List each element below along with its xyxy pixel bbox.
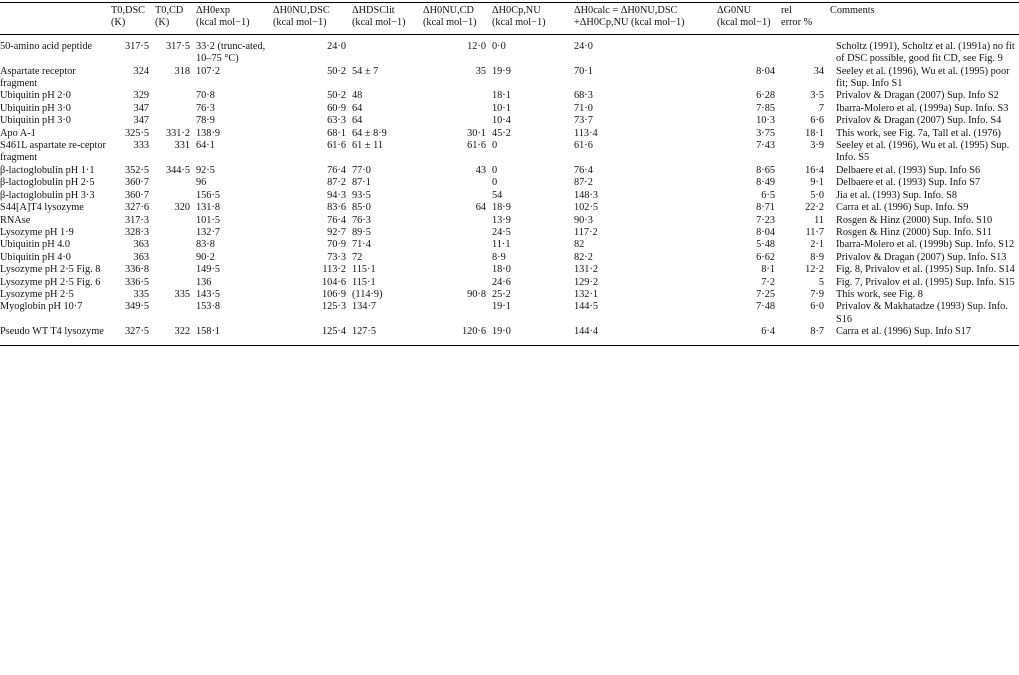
row-label: Lysozyme pH 2·5 <box>0 288 74 300</box>
cell-t-dsc: 328·3 <box>124 226 149 238</box>
cell-g-nu: 8·04 <box>756 65 775 77</box>
table-row <box>0 34 1019 65</box>
cell-h-lit: 115·1 <box>352 276 376 288</box>
cell-h-lit: 115·1 <box>352 264 376 276</box>
cell-h-cp: 11·1 <box>492 239 511 251</box>
cell-h-calc: 73·7 <box>574 115 593 127</box>
cell-h-cp: 18·9 <box>492 202 511 214</box>
cell-h-nu-dsc: 76·4 <box>327 214 346 226</box>
cell-t-dsc: 329 <box>133 90 149 102</box>
cell-h-nu-dsc: 50·2 <box>327 65 346 77</box>
cell-h-calc: 90·3 <box>574 214 593 226</box>
cell-h-exp: 156·5 <box>196 189 221 201</box>
cell-t-cd: 318 <box>174 65 190 77</box>
cell-h-nu-cd <box>423 177 492 189</box>
cell-rel: 8·7 <box>810 326 824 338</box>
cell-h-nu-dsc: 73·3 <box>327 251 346 263</box>
cell-g-nu: 7·2 <box>761 276 775 288</box>
cell-h-calc: 61·6 <box>574 140 593 152</box>
row-comment: Ibarra-Molero et al. (1999a) Sup. Info. S3 <box>836 102 1009 114</box>
cell-h-exp: 96 <box>196 177 207 189</box>
table-row <box>0 115 1019 127</box>
row-label: β-lactoglobulin pH 1·1 <box>0 164 95 176</box>
cell-t-cd: 331 <box>174 140 190 152</box>
cell-h-cp: 10·1 <box>492 102 511 114</box>
row-label: Ubiquitin pH 4.0 <box>0 239 71 251</box>
row-comment: This work, see Fig. 8 <box>836 288 923 300</box>
cell-t-cd <box>155 227 196 239</box>
row-comment: Rosgen & Hinz (2000) Sup. Info. S10 <box>836 214 993 226</box>
cell-h-exp: 136 <box>196 276 212 288</box>
cell-t-dsc: 324 <box>133 65 149 77</box>
cell-h-exp: 70·8 <box>196 90 215 102</box>
cell-h-lit <box>352 34 423 65</box>
cell-h-nu-cd <box>423 103 492 115</box>
cell-t-cd <box>155 90 196 102</box>
cell-h-nu-cd <box>423 239 492 251</box>
cell-t-cd: 331·2 <box>165 127 190 139</box>
cell-h-lit: 77·0 <box>352 164 371 176</box>
row-comment: Fig. 7, Privalov et al. (1995) Sup. Info. S15 <box>836 276 1015 288</box>
cell-h-cp: 0·0 <box>492 40 506 52</box>
cell-t-cd: 317·5 <box>165 40 190 52</box>
table-row <box>0 177 1019 189</box>
cell-h-lit: 54 ± 7 <box>352 65 379 77</box>
table-row <box>0 165 1019 177</box>
row-comment: Rosgen & Hinz (2000) Sup. Info. S11 <box>836 226 992 238</box>
cell-h-calc: 82 <box>574 239 585 251</box>
cell-t-cd: 320 <box>174 202 190 214</box>
cell-rel: 18·1 <box>805 127 824 139</box>
cell-h-lit: 85·0 <box>352 202 371 214</box>
cell-h-nu-cd <box>423 90 492 102</box>
row-label: Aspartate receptor fragment <box>0 65 76 90</box>
cell-h-cp: 0 <box>492 140 498 152</box>
cell-rel: 5·0 <box>810 189 824 201</box>
table-row <box>0 128 1019 140</box>
cell-h-nu-dsc: 60·9 <box>327 102 346 114</box>
cell-rel: 7 <box>818 102 824 114</box>
row-label: Ubiquitin pH 3·0 <box>0 102 71 114</box>
row-label: Lysozyme pH 2·5 Fig. 6 <box>0 276 101 288</box>
cell-h-nu-dsc: 76·4 <box>327 164 346 176</box>
cell-h-nu-dsc: 94·3 <box>327 189 346 201</box>
row-comment: Scholtz (1991), Scholtz et al. (1991a) no fit of DSC possible, good fit CD, see Fig. 9 <box>836 40 1015 65</box>
cell-h-calc: 129·2 <box>574 276 599 288</box>
cell-t-dsc: 335 <box>133 288 149 300</box>
cell-h-exp: 143·5 <box>196 288 221 300</box>
cell-h-calc: 68·3 <box>574 90 593 102</box>
cell-h-nu-dsc: 24·0 <box>327 40 346 52</box>
cell-g-nu: 6·4 <box>761 326 775 338</box>
cell-h-lit: 127·5 <box>352 326 377 338</box>
cell-h-calc: 131·2 <box>574 264 599 276</box>
row-comment: Jia et al. (1993) Sup. Info. S8 <box>836 189 957 201</box>
row-comment: Seeley et al. (1996), Wu et al. (1995) Sup. Info. S5 <box>836 140 1010 164</box>
cell-g-nu: 8·71 <box>756 202 775 214</box>
header-cell: ΔH0Cp,NU (kcal mol−1) <box>492 5 546 29</box>
cell-h-exp: 107·2 <box>196 65 221 77</box>
cell-g-nu: 6·5 <box>761 189 775 201</box>
cell-h-nu-cd <box>423 190 492 202</box>
header-cell: ΔH0NU,DSC (kcal mol−1) <box>273 5 330 29</box>
cell-t-dsc: 317·5 <box>124 40 149 52</box>
cell-h-nu-cd: 120·6 <box>461 326 486 338</box>
table-row <box>0 90 1019 102</box>
row-label: Pseudo WT T4 lysozyme <box>0 326 104 338</box>
row-label: RNAse <box>0 214 31 226</box>
cell-t-cd <box>155 115 196 127</box>
table-row <box>0 264 1019 276</box>
cell-g-nu: 8·1 <box>761 264 775 276</box>
cell-g-nu: 6·28 <box>756 90 775 102</box>
cell-h-cp: 24·6 <box>492 276 511 288</box>
cell-h-nu-dsc: 61·6 <box>327 140 346 152</box>
cell-h-nu-cd <box>423 215 492 227</box>
cell-h-calc: 24·0 <box>574 40 593 52</box>
row-comment: Privalov & Dragan (2007) Sup. Info. S13 <box>836 251 1007 263</box>
cell-h-exp: 76·3 <box>196 102 215 114</box>
cell-g-nu: 8·04 <box>756 226 775 238</box>
table-row <box>0 326 1019 345</box>
cell-rel: 22·2 <box>805 202 824 214</box>
cell-g-nu: 7·43 <box>756 140 775 152</box>
row-label: S44[A]T4 lysozyme <box>0 202 84 214</box>
cell-rel: 5 <box>818 276 824 288</box>
table-row <box>0 190 1019 202</box>
cell-h-exp: 101·5 <box>196 214 221 226</box>
cell-h-nu-cd: 30·1 <box>467 127 486 139</box>
cell-h-nu-dsc: 50·2 <box>327 90 346 102</box>
cell-h-lit: 71·4 <box>352 239 371 251</box>
row-label: 50-amino acid peptide <box>0 40 93 52</box>
row-comment: Carra et al. (1996) Sup. Info. S9 <box>836 202 969 214</box>
table-row <box>0 252 1019 264</box>
cell-h-calc: 132·1 <box>574 288 599 300</box>
table-row <box>0 239 1019 251</box>
cell-h-nu-dsc: 92·7 <box>327 226 346 238</box>
cell-h-lit: 64 ± 8·9 <box>352 127 387 139</box>
cell-h-exp: 90·2 <box>196 251 215 263</box>
header-cell: ΔH0NU,CD (kcal mol−1) <box>423 5 477 29</box>
row-label: Ubiquitin pH 3·0 <box>0 115 71 127</box>
table-row <box>0 227 1019 239</box>
cell-h-nu-cd <box>423 115 492 127</box>
cell-h-exp: 64·1 <box>196 140 215 152</box>
cell-h-lit: 64 <box>352 115 363 127</box>
cell-h-nu-cd: 64 <box>475 202 486 214</box>
cell-t-cd <box>155 277 196 289</box>
header-cell: Comments <box>830 5 875 16</box>
cell-rel: 34 <box>813 65 824 77</box>
cell-h-calc: 70·1 <box>574 65 593 77</box>
cell-rel: 11·7 <box>805 226 824 238</box>
row-label: Lysozyme pH 1·9 <box>0 226 74 238</box>
cell-h-nu-cd: 35 <box>475 65 486 77</box>
cell-t-cd: 335 <box>174 288 190 300</box>
table-row <box>0 103 1019 115</box>
cell-h-nu-dsc: 63·3 <box>327 115 346 127</box>
cell-g-nu: 3·75 <box>756 127 775 139</box>
table-row <box>0 140 1019 165</box>
cell-t-dsc: 349·5 <box>124 301 149 313</box>
cell-rel: 3·9 <box>810 140 824 152</box>
cell-g-nu: 7·48 <box>756 301 775 313</box>
cell-h-exp: 92·5 <box>196 164 215 176</box>
cell-h-exp: 78·9 <box>196 115 215 127</box>
cell-t-cd <box>155 252 196 264</box>
cell-rel <box>781 34 830 65</box>
cell-h-calc: 87·2 <box>574 177 593 189</box>
table-row <box>0 215 1019 227</box>
cell-h-cp: 24·5 <box>492 226 511 238</box>
header-cell: T0,CD (K) <box>155 5 184 29</box>
cell-h-lit: 89·5 <box>352 226 371 238</box>
cell-t-dsc: 325·5 <box>124 127 149 139</box>
cell-rel: 7·9 <box>810 288 824 300</box>
cell-h-lit: 76·3 <box>352 214 371 226</box>
cell-h-cp: 25·2 <box>492 288 511 300</box>
cell-t-dsc: 336·5 <box>124 276 149 288</box>
header-cell: ΔH0calc = ΔH0NU,DSC +ΔH0Cp,NU (kcal mol−1) <box>574 5 685 29</box>
cell-rel: 6·6 <box>810 115 824 127</box>
row-comment: Carra et al. (1996) Sup. Info S17 <box>836 326 971 338</box>
cell-h-cp: 19·0 <box>492 326 511 338</box>
cell-h-exp: 149·5 <box>196 264 221 276</box>
row-comment: Delbaere et al. (1993) Sup. Info S7 <box>836 177 981 189</box>
header-cell: T0,DSC (K) <box>111 5 146 29</box>
cell-h-exp: 153·8 <box>196 301 221 313</box>
cell-g-nu <box>717 34 781 65</box>
cell-g-nu: 7·23 <box>756 214 775 226</box>
cell-h-cp: 0 <box>492 164 498 176</box>
row-comment: Seeley et al. (1996), Wu et al. (1995) poor fit; Sup. Info S1 <box>836 65 1010 90</box>
cell-t-dsc: 352·5 <box>124 164 149 176</box>
cell-h-exp: 33·2 (trunc-ated, 10–75 °C) <box>196 40 266 65</box>
cell-t-dsc: 317·3 <box>124 214 149 226</box>
header-cell: ΔHDSClit (kcal mol−1) <box>352 5 406 29</box>
cell-h-cp: 18·0 <box>492 264 511 276</box>
cell-t-cd <box>155 177 196 189</box>
table-row <box>0 289 1019 301</box>
cell-g-nu: 10·3 <box>756 115 775 127</box>
row-label: Ubiquitin pH 2·0 <box>0 90 71 102</box>
cell-t-cd <box>155 215 196 227</box>
row-comment: Privalov & Makhatadze (1993) Sup. Info. S16 <box>836 301 1008 325</box>
cell-g-nu: 6·62 <box>756 251 775 263</box>
cell-h-exp: 83·8 <box>196 239 215 251</box>
cell-h-cp: 0 <box>492 177 498 189</box>
row-comment: Fig. 8, Privalov et al. (1995) Sup. Info. S14 <box>836 264 1015 276</box>
cell-h-lit: 134·7 <box>352 301 377 313</box>
cell-rel: 11 <box>814 214 824 226</box>
cell-h-cp: 13·9 <box>492 214 511 226</box>
cell-t-dsc: 360·7 <box>124 189 149 201</box>
cell-h-calc: 82·2 <box>574 251 593 263</box>
cell-rel: 6·0 <box>810 301 824 313</box>
cell-h-nu-dsc: 68·1 <box>327 127 346 139</box>
cell-h-cp: 54 <box>492 189 503 201</box>
cell-h-lit: 93·5 <box>352 189 371 201</box>
row-label: S461L aspartate re-ceptor fragment <box>0 140 106 164</box>
cell-h-cp: 45·2 <box>492 127 511 139</box>
cell-h-calc: 113·4 <box>574 127 598 139</box>
cell-h-nu-cd <box>423 252 492 264</box>
cell-h-nu-dsc: 125·4 <box>321 326 346 338</box>
cell-h-calc: 148·3 <box>574 189 599 201</box>
cell-h-nu-cd: 90·8 <box>467 288 486 300</box>
data-table <box>0 2 1019 346</box>
cell-h-cp: 19·9 <box>492 65 511 77</box>
header-row <box>0 3 1019 35</box>
row-label: Myoglobin pH 10·7 <box>0 301 83 313</box>
row-comment: This work, see Fig. 7a, Tall et al. (1976) <box>836 127 1001 139</box>
table-row <box>0 66 1019 91</box>
cell-g-nu: 8·49 <box>756 177 775 189</box>
cell-h-cp: 18·1 <box>492 90 511 102</box>
cell-t-cd <box>155 264 196 276</box>
cell-rel: 16·4 <box>805 164 824 176</box>
cell-t-cd <box>155 239 196 251</box>
cell-t-dsc: 333 <box>133 140 149 152</box>
row-label: Lysozyme pH 2·5 Fig. 8 <box>0 264 101 276</box>
cell-h-nu-dsc: 87·2 <box>327 177 346 189</box>
cell-h-lit: 72 <box>352 251 363 263</box>
cell-rel: 3·5 <box>810 90 824 102</box>
cell-h-nu-dsc: 83·6 <box>327 202 346 214</box>
cell-t-cd: 322 <box>174 326 190 338</box>
cell-h-calc: 71·0 <box>574 102 593 114</box>
cell-rel: 9·1 <box>810 177 824 189</box>
row-comment: Delbaere et al. (1993) Sup. Info S6 <box>836 164 981 176</box>
row-label: β-lactoglobulin pH 3·3 <box>0 189 95 201</box>
cell-h-cp: 10·4 <box>492 115 511 127</box>
cell-h-nu-cd: 61·6 <box>467 140 486 152</box>
cell-h-nu-cd: 12·0 <box>467 40 486 52</box>
header-cell: rel error % <box>781 5 813 29</box>
cell-h-lit: 64 <box>352 102 363 114</box>
cell-t-dsc: 360·7 <box>124 177 149 189</box>
cell-h-nu-dsc: 104·6 <box>321 276 346 288</box>
cell-t-dsc: 327·6 <box>124 202 149 214</box>
cell-g-nu: 7·85 <box>756 102 775 114</box>
header-cell: ΔG0NU (kcal mol−1) <box>717 5 771 29</box>
cell-t-dsc: 347 <box>133 115 149 127</box>
cell-h-calc: 144·4 <box>574 326 599 338</box>
cell-h-nu-dsc: 125·3 <box>321 301 346 313</box>
row-comment: Ibarra-Molero et al. (1999b) Sup. Info. S12 <box>836 239 1015 251</box>
cell-h-lit: (114·9) <box>352 288 383 300</box>
cell-h-nu-dsc: 70·9 <box>327 239 346 251</box>
cell-h-lit: 61 ± 11 <box>352 140 384 152</box>
cell-h-lit: 87·1 <box>352 177 371 189</box>
cell-h-calc: 76·4 <box>574 164 593 176</box>
cell-h-cp: 8·9 <box>492 251 506 263</box>
table-row <box>0 301 1019 326</box>
cell-h-nu-cd <box>423 264 492 276</box>
cell-h-calc: 102·5 <box>574 202 599 214</box>
header-cell <box>0 3 111 35</box>
cell-h-exp: 132·7 <box>196 226 221 238</box>
cell-t-cd <box>155 190 196 202</box>
cell-t-dsc: 363 <box>133 251 149 263</box>
cell-h-nu-dsc: 106·9 <box>321 288 346 300</box>
cell-h-lit: 48 <box>352 90 363 102</box>
cell-h-calc: 117·2 <box>574 226 598 238</box>
cell-h-exp: 131·8 <box>196 202 221 214</box>
cell-t-cd <box>155 301 196 326</box>
cell-t-dsc: 363 <box>133 239 149 251</box>
table-row <box>0 202 1019 214</box>
cell-h-exp: 138·9 <box>196 127 221 139</box>
row-label: β-lactoglobulin pH 2·5 <box>0 177 95 189</box>
row-label: Apo A-1 <box>0 127 36 139</box>
cell-g-nu: 5·48 <box>756 239 775 251</box>
cell-h-nu-cd <box>423 301 492 326</box>
cell-h-nu-cd <box>423 277 492 289</box>
header-cell: ΔH0exp (kcal mol−1) <box>196 5 250 29</box>
cell-rel: 12·2 <box>805 264 824 276</box>
cell-h-calc: 144·5 <box>574 301 599 313</box>
cell-t-dsc: 327·5 <box>124 326 149 338</box>
row-label: Ubiquitin pH 4·0 <box>0 251 71 263</box>
cell-h-cp: 19·1 <box>492 301 511 313</box>
cell-t-dsc: 336·8 <box>124 264 149 276</box>
cell-h-exp: 158·1 <box>196 326 221 338</box>
cell-rel: 8·9 <box>810 251 824 263</box>
cell-g-nu: 7·25 <box>756 288 775 300</box>
cell-h-nu-cd: 43 <box>475 164 486 176</box>
cell-h-nu-dsc: 113·2 <box>322 264 346 276</box>
cell-t-dsc: 347 <box>133 102 149 114</box>
cell-h-nu-cd <box>423 227 492 239</box>
cell-t-cd: 344·5 <box>165 164 190 176</box>
table-row <box>0 277 1019 289</box>
cell-t-cd <box>155 103 196 115</box>
cell-g-nu: 8·65 <box>756 164 775 176</box>
row-comment: Privalov & Dragan (2007) Sup. Info. S4 <box>836 115 1002 127</box>
cell-rel: 2·1 <box>810 239 824 251</box>
row-comment: Privalov & Dragan (2007) Sup. Info S2 <box>836 90 999 102</box>
